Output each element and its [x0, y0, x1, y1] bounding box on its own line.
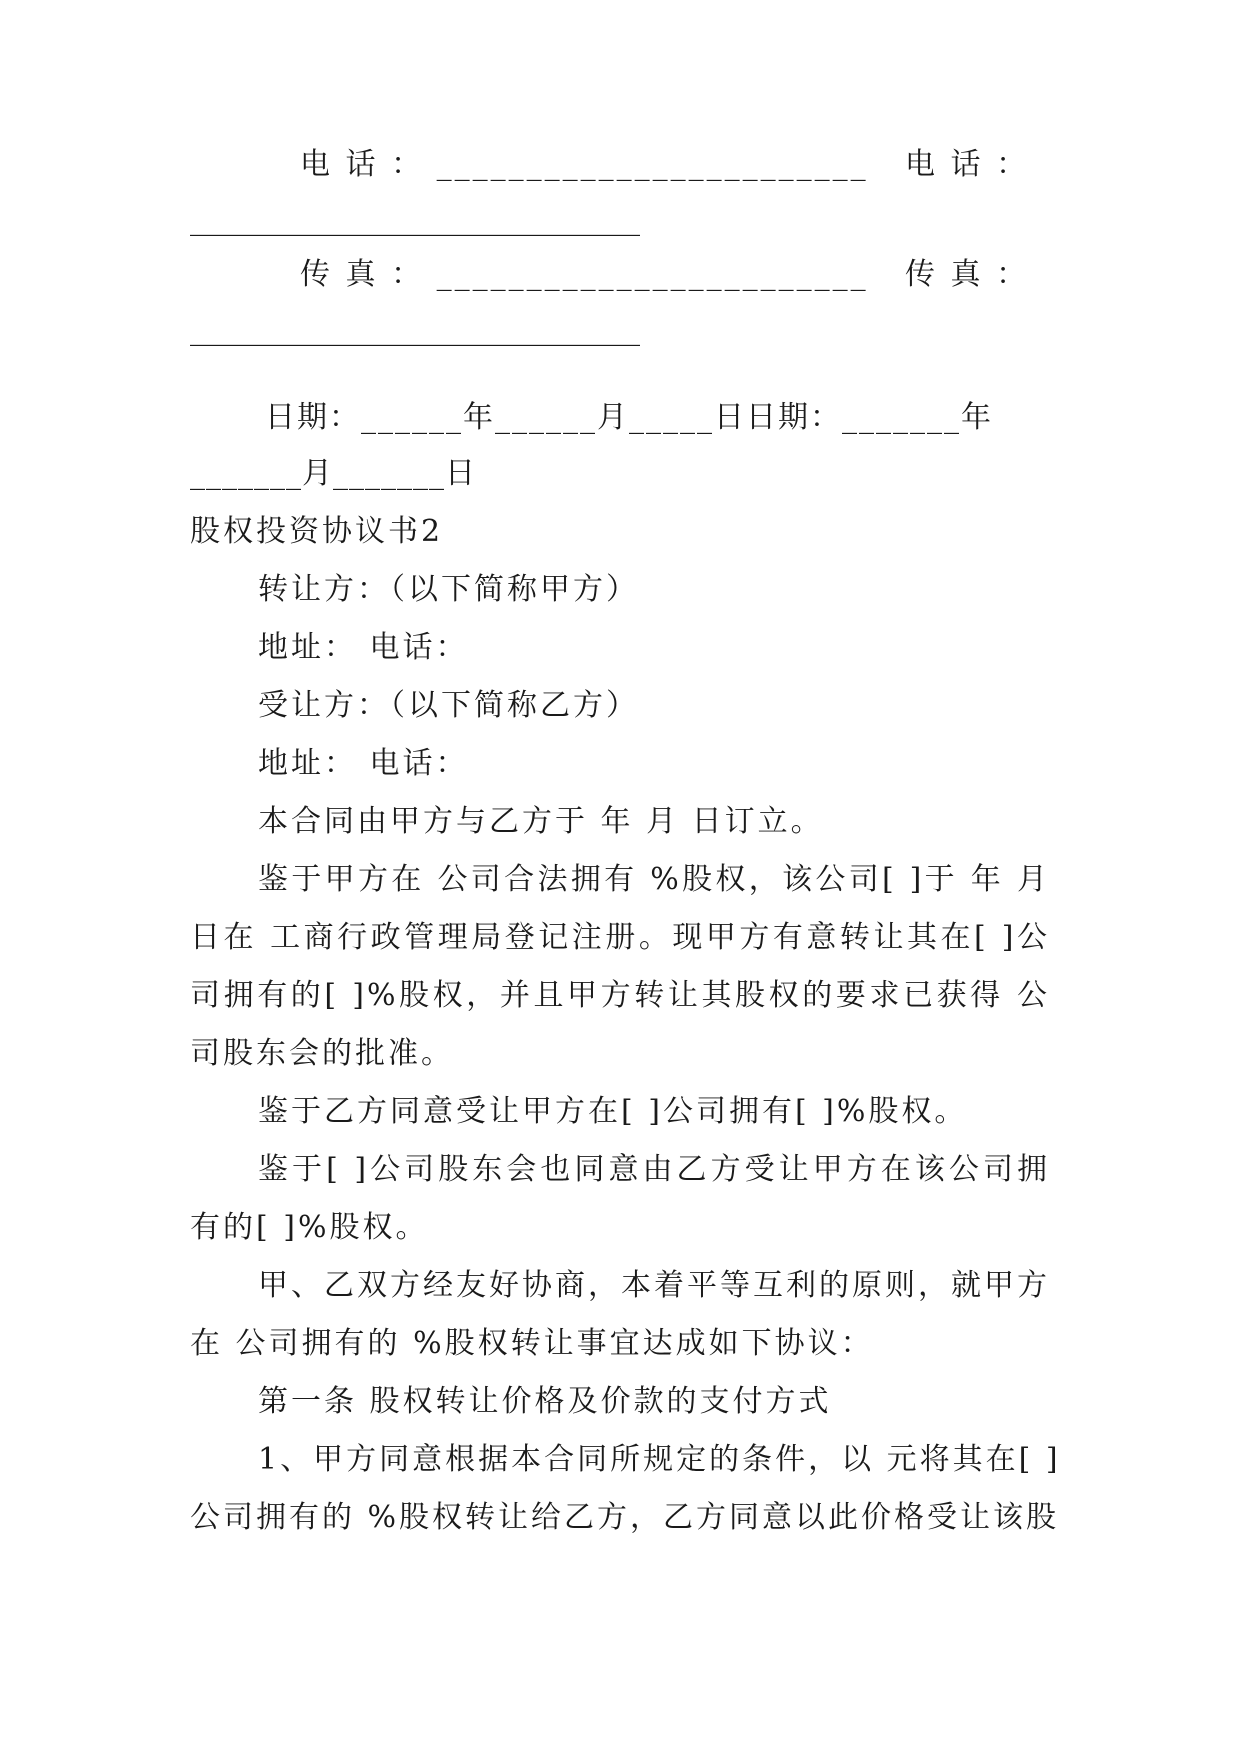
date-line: 日期：______年______月_____日日期：_______年 [265, 400, 993, 435]
recital-transferee-agree: 鉴于乙方同意受让甲方在[ ]公司拥有[ ]%股权。 [258, 1094, 968, 1129]
date-line-continuation: _______月_______日 [190, 456, 476, 491]
transferor-address-phone: 地址： 电话： [258, 630, 469, 665]
document-title: 股权投资协议书2 [190, 514, 444, 549]
recital-shareholders-line-2: 有的[ ]%股权。 [190, 1210, 429, 1245]
phone-field-continuation: ______________________________ [190, 202, 640, 237]
article-1-heading: 第一条 股权转让价格及价款的支付方式 [258, 1384, 832, 1419]
fax-field-continuation: ______________________________ [190, 312, 640, 347]
fax-field-a: 传 真 ： ________________________ [300, 257, 869, 292]
transferee-address-phone: 地址： 电话： [258, 746, 469, 781]
negotiation-paragraph-line-2: 在 公司拥有的 %股权转让事宜达成如下协议： [190, 1326, 874, 1361]
recital-shareholders-line-1: 鉴于[ ]公司股东会也同意由乙方受让甲方在该公司拥 [258, 1152, 1050, 1187]
recital-paragraph-line-2: 日在 工商行政管理局登记注册。现甲方有意转让其在[ ]公 [190, 920, 1050, 955]
clause-1-line-2: 公司拥有的 %股权转让给乙方，乙方同意以此价格受让该股 [190, 1500, 1060, 1535]
negotiation-paragraph-line-1: 甲、乙双方经友好协商，本着平等互利的原则，就甲方 [258, 1268, 1050, 1303]
recital-paragraph-line-1: 鉴于甲方在 公司合法拥有 %股权，该公司[ ]于 年 月 [258, 862, 1050, 897]
clause-1-line-1: 1、甲方同意根据本合同所规定的条件，以 元将其在[ ] [258, 1442, 1061, 1477]
phone-field-a: 电 话 ： ________________________ [300, 147, 869, 182]
fax-field-b: 传 真 ： [905, 257, 1030, 292]
phone-field-b: 电 话 ： [905, 147, 1030, 182]
recital-paragraph-line-4: 司股东会的批准。 [190, 1036, 454, 1071]
transferor-line: 转让方：（以下简称甲方） [258, 572, 639, 607]
contract-date-paragraph: 本合同由甲方与乙方于 年 月 日订立。 [258, 804, 824, 839]
recital-paragraph-line-3: 司拥有的[ ]%股权，并且甲方转让其股权的要求已获得 公 [190, 978, 1050, 1013]
transferee-line: 受让方：（以下简称乙方） [258, 688, 639, 723]
